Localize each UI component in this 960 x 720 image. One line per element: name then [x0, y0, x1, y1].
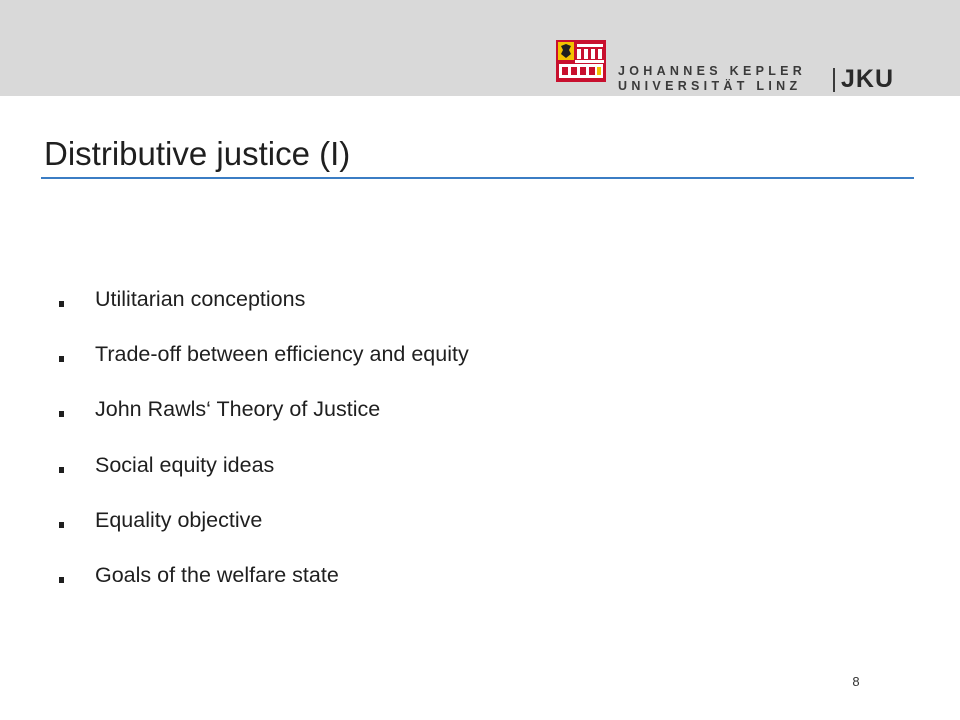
bullet-text: Goals of the welfare state	[95, 562, 339, 587]
square-bullet-icon	[59, 301, 64, 307]
bullet-item	[0, 336, 960, 372]
square-bullet-icon	[59, 356, 64, 362]
square-bullet-icon	[59, 411, 64, 417]
bullet-item	[0, 557, 960, 593]
bullet-text: John Rawls‘ Theory of Justice	[95, 397, 381, 422]
page-number: 8	[852, 674, 860, 689]
bullet-text: Equality objective	[95, 507, 263, 532]
bullet-item	[0, 281, 960, 317]
title-underline	[41, 177, 914, 179]
bullet-item	[0, 391, 960, 427]
bullet-text: Trade-off between efficiency and equity	[95, 342, 469, 367]
bullet-text: Social equity ideas	[95, 452, 275, 477]
bullet-text: Utilitarian conceptions	[95, 287, 306, 311]
header-band	[0, 0, 960, 96]
jku-logo-text: JKU	[841, 65, 895, 93]
square-bullet-icon	[59, 577, 64, 583]
bullet-item	[0, 502, 960, 538]
university-wordmark	[618, 64, 806, 94]
university-crest-logo	[556, 40, 606, 82]
bullet-item	[0, 447, 960, 483]
slide-title: Distributive justice (I)	[44, 135, 351, 172]
wordmark-divider	[833, 68, 835, 92]
university-name-line1: JOHANNES KEPLER	[618, 64, 807, 78]
university-name-line2: UNIVERSITÄT LINZ	[618, 79, 802, 93]
square-bullet-icon	[59, 522, 64, 528]
square-bullet-icon	[59, 467, 64, 473]
bullet-list	[0, 281, 960, 612]
